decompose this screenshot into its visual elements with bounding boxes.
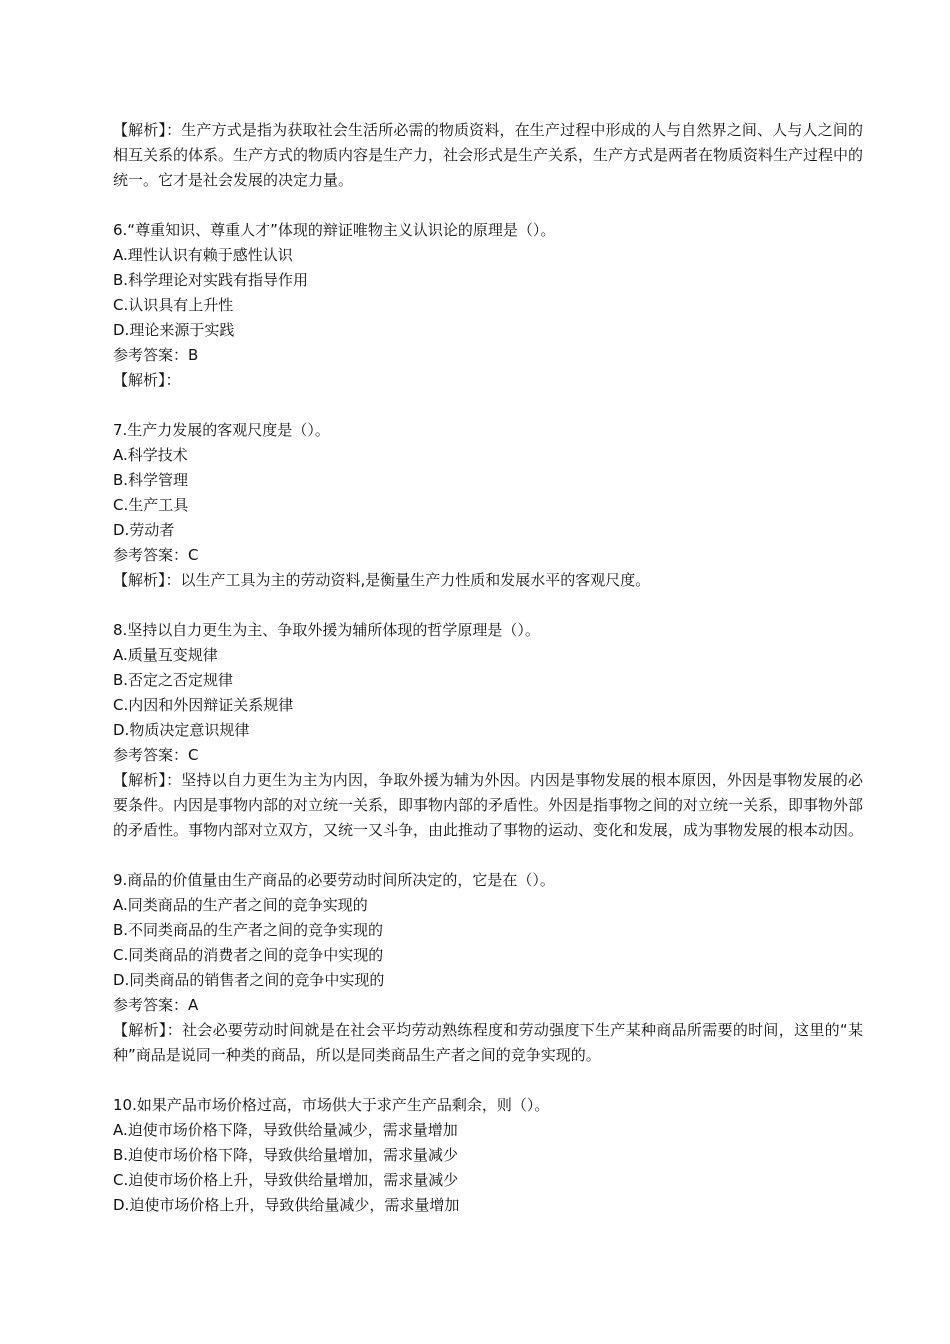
spacer bbox=[113, 193, 863, 218]
question-stem: 9.商品的价值量由生产商品的必要劳动时间所决定的，它是在（）。 bbox=[113, 871, 555, 889]
question-9 bbox=[113, 868, 863, 1068]
question-stem: 6.“尊重知识、尊重人才”体现的辩证唯物主义认识论的原理是（）。 bbox=[113, 221, 556, 239]
question-8 bbox=[113, 618, 863, 843]
spacer bbox=[113, 843, 863, 868]
analysis: 【解析】：以生产工具为主的劳动资料,是衡量生产力性质和发展水平的客观尺度。 bbox=[113, 571, 651, 589]
option-d: D.劳动者 bbox=[113, 521, 175, 539]
option-d: D.同类商品的销售者之间的竞争中实现的 bbox=[113, 971, 385, 989]
option-b: B.迫使市场价格下降，导致供给量增加，需求量减少 bbox=[113, 1146, 459, 1164]
spacer bbox=[113, 1068, 863, 1093]
analysis: 【解析】：社会必要劳动时间就是在社会平均劳动熟练程度和劳动强度下生产某种商品所需要的时间，这里的“某种”商品是说同一种类的商品，所以是同类商品生产者之间的竞争实现的。 bbox=[113, 1021, 863, 1064]
option-d: D.迫使市场价格上升，导致供给量减少，需求量增加 bbox=[113, 1196, 460, 1214]
option-a: A.同类商品的生产者之间的竞争实现的 bbox=[113, 896, 368, 914]
option-a: A.科学技术 bbox=[113, 446, 188, 464]
option-b: B.否定之否定规律 bbox=[113, 671, 234, 689]
spacer bbox=[113, 393, 863, 418]
option-d: D.物质决定意识规律 bbox=[113, 721, 250, 739]
option-b: B.科学理论对实践有指导作用 bbox=[113, 271, 309, 289]
option-a: A.理性认识有赖于感性认识 bbox=[113, 246, 293, 264]
intro-analysis: 【解析】：生产方式是指为获取社会生活所必需的物质资料，在生产过程中形成的人与自然界之间、人与人之间的相互关系的体系。生产方式的物质内容是生产力，社会形式是生产关系，生产方式是两者在物质资料生产过程中的统一。它才是社会发展的决定力量。 bbox=[113, 121, 864, 189]
question-6 bbox=[113, 218, 863, 393]
reference-answer: 参考答案：C bbox=[113, 746, 199, 764]
reference-answer: 参考答案：B bbox=[113, 346, 199, 364]
question-stem: 7.生产力发展的客观尺度是（）。 bbox=[113, 421, 330, 439]
option-c: C.认识具有上升性 bbox=[113, 296, 234, 314]
document-page bbox=[113, 118, 863, 1218]
option-c: C.迫使市场价格上升，导致供给量增加，需求量减少 bbox=[113, 1171, 459, 1189]
option-b: B.不同类商品的生产者之间的竞争实现的 bbox=[113, 921, 384, 939]
option-c: C.同类商品的消费者之间的竞争中实现的 bbox=[113, 946, 384, 964]
question-7 bbox=[113, 418, 863, 593]
option-c: C.生产工具 bbox=[113, 496, 189, 514]
analysis: 【解析】：坚持以自力更生为主为内因，争取外援为辅为外因。内因是事物发展的根本原因，外因是事物发展的必要条件。内因是事物内部的对立统一关系，即事物内部的矛盾性。外因是指事物之间的对立统一关系，即事物外部的矛盾性。事物内部对立双方，又统一又斗争，由此推动了事物的运动、变化和发展，成为事物发展的根本动因。 bbox=[113, 771, 864, 839]
reference-answer: 参考答案：C bbox=[113, 546, 199, 564]
question-stem: 8.坚持以自力更生为主、争取外援为辅所体现的哲学原理是（）。 bbox=[113, 621, 540, 639]
option-c: C.内因和外因辩证关系规律 bbox=[113, 696, 294, 714]
question-10 bbox=[113, 1093, 863, 1218]
option-d: D.理论来源于实践 bbox=[113, 321, 235, 339]
question-stem: 10.如果产品市场价格过高，市场供大于求产生产品剩余，则（）。 bbox=[113, 1096, 550, 1114]
analysis: 【解析】： bbox=[113, 371, 181, 389]
option-a: A.迫使市场价格下降，导致供给量减少，需求量增加 bbox=[113, 1121, 458, 1139]
spacer bbox=[113, 593, 863, 618]
option-a: A.质量互变规律 bbox=[113, 646, 218, 664]
option-b: B.科学管理 bbox=[113, 471, 189, 489]
reference-answer: 参考答案：A bbox=[113, 996, 199, 1014]
